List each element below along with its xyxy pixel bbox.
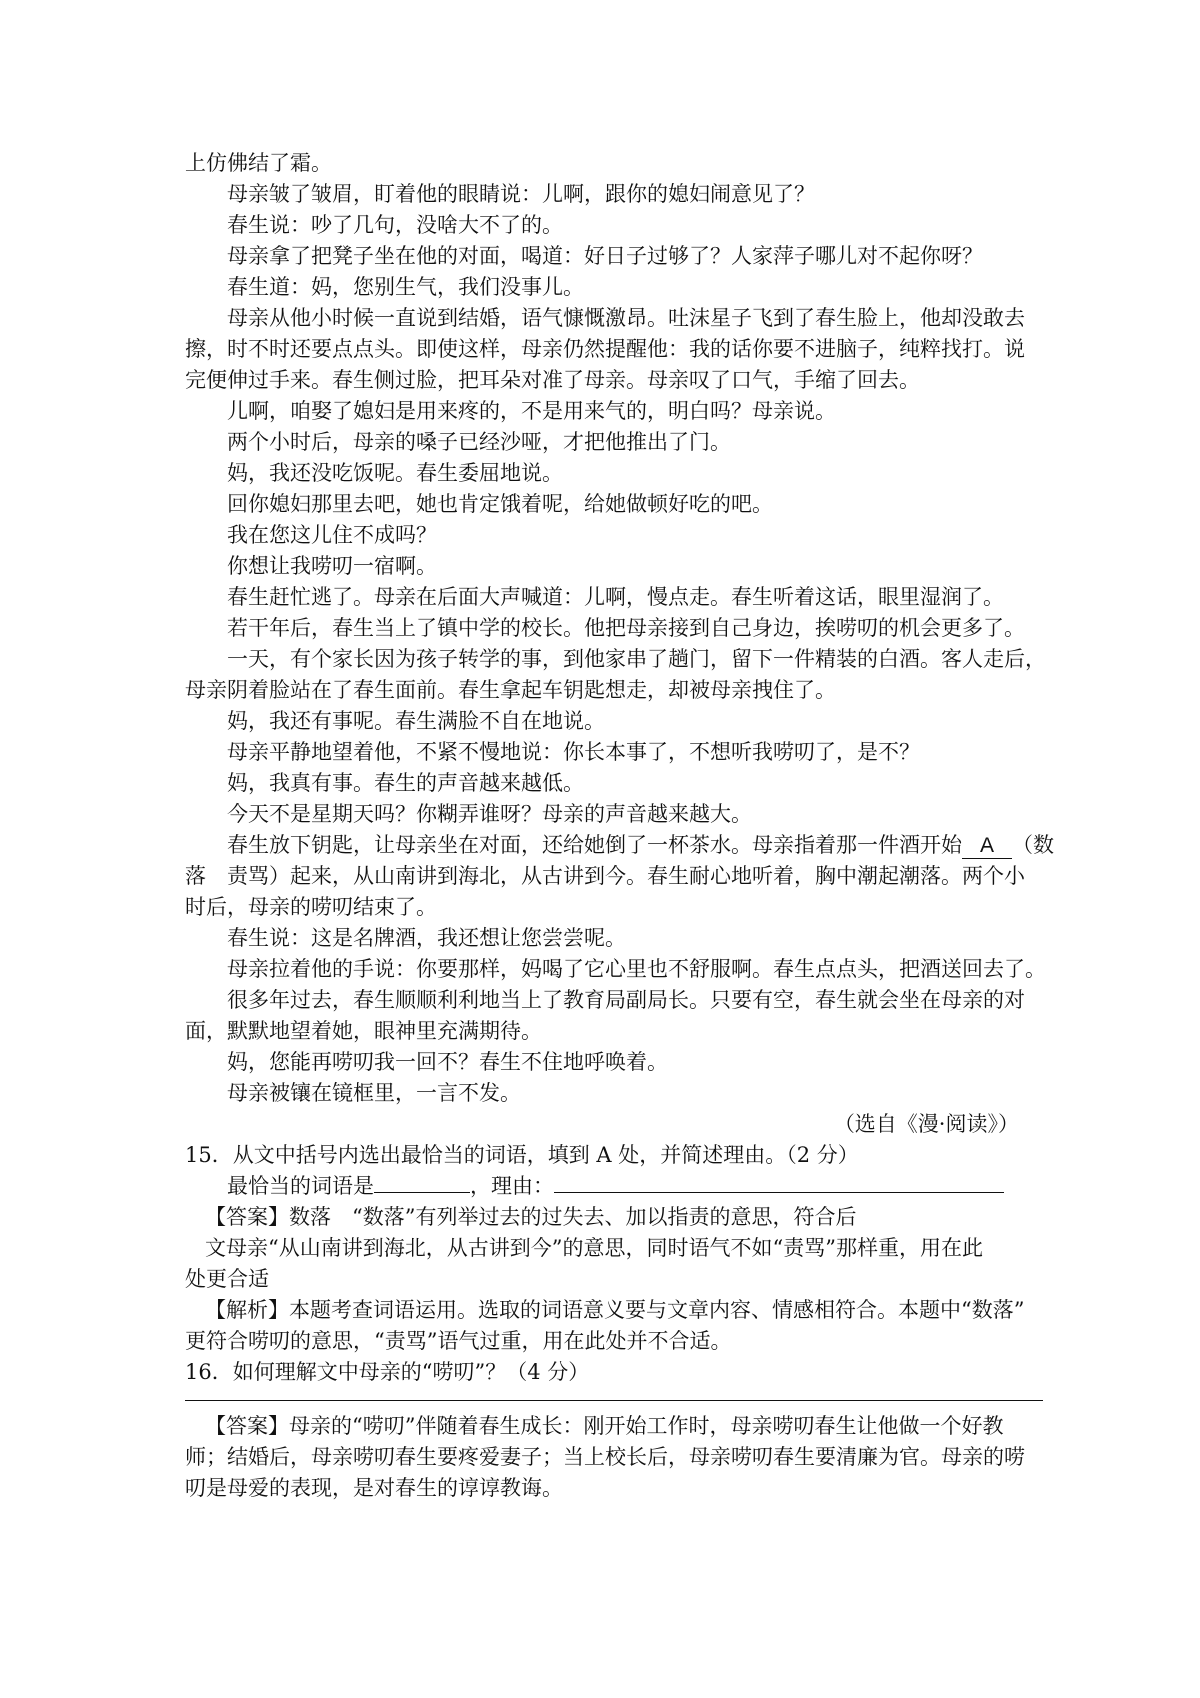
answer-16-line: 叨是母爱的表现，是对春生的谆谆教诲。 <box>185 1476 563 1500</box>
story-line: 今天不是星期天吗？你糊弄谁呀？母亲的声音越来越大。 <box>227 802 752 826</box>
analysis-15-line: 更符合唠叨的意思，“责骂”语气过重，用在此处并不合适。 <box>185 1329 732 1353</box>
story-line: 两个小时后，母亲的嗓子已经沙哑，才把他推出了门。 <box>227 430 731 454</box>
story-line: 若干年后，春生当上了镇中学的校长。他把母亲接到自己身边，挨唠叨的机会更多了。 <box>227 616 1025 640</box>
question-15: 15．从文中括号内选出最恰当的词语，填到 A 处，并简述理由。（2 分） <box>185 1143 859 1167</box>
answer-16-line: 师；结婚后，母亲唠叨春生要疼爱妻子；当上校长后，母亲唠叨春生要清廉为官。母亲的唠 <box>185 1445 1025 1469</box>
prompt-word-label: 最恰当的词语是 <box>227 1174 374 1198</box>
story-line-with-blank <box>185 830 1054 861</box>
document-page <box>185 148 1054 1504</box>
answer-15-line: 文母亲“从山南讲到海北，从古讲到今”的意思，同时语气不如“责骂”那样重，用在此 <box>205 1236 983 1260</box>
analysis-15-line: 【解析】本题考查词语运用。选取的词语意义要与文章内容、情感相符合。本题中“数落” <box>205 1298 1025 1322</box>
answer-16-line: 【答案】母亲的“唠叨”伴随着春生成长：刚开始工作时，母亲唠叨春生让他做一个好教 <box>205 1414 1004 1438</box>
question-15-fill <box>185 1171 1043 1202</box>
answer-15-line: 处更合适 <box>185 1267 269 1291</box>
story-line: 一天，有个家长因为孩子转学的事，到他家串了趟门，留下一件精装的白酒。客人走后， <box>227 647 1046 671</box>
story-line: 母亲拉着他的手说：你要那样，妈喝了它心里也不舒服啊。春生点点头，把酒送回去了。 <box>227 957 1046 981</box>
story-line: 面，默默地望着她，眼神里充满期待。 <box>185 1019 542 1043</box>
answer-15-line: 【答案】数落 “数落”有列举过去的过失去、加以指责的意思，符合后 <box>205 1205 857 1229</box>
question-16: 16．如何理解文中母亲的“唠叨”？（4 分） <box>185 1360 590 1384</box>
blank-line-before: 春生放下钥匙，让母亲坐在对面，还给她倒了一杯茶水。母亲指着那一件酒开始 <box>227 833 962 857</box>
story-line: 母亲被镶在镜框里，一言不发。 <box>227 1081 521 1105</box>
story-line: 春生道：妈，您别生气，我们没事儿。 <box>227 275 584 299</box>
reason-blank-field[interactable] <box>554 1172 1004 1193</box>
story-line: 妈，我还有事呢。春生满脸不自在地说。 <box>227 709 605 733</box>
source-citation: （选自《漫·阅读》） <box>833 1112 1019 1136</box>
story-line: 母亲从他小时候一直说到结婚，语气慷慨激昂。吐沫星子飞到了春生脸上，他却没敢去 <box>227 306 1025 330</box>
story-line: 母亲拿了把凳子坐在他的对面，喝道：好日子过够了？人家萍子哪儿对不起你呀？ <box>227 244 983 268</box>
story-line: 妈，我真有事。春生的声音越来越低。 <box>227 771 584 795</box>
story-line: 上仿佛结了霜。 <box>185 151 332 175</box>
prompt-reason-label: ，理由： <box>470 1174 554 1198</box>
word-blank-field[interactable] <box>374 1172 470 1193</box>
story-line: 落 责骂）起来，从山南讲到海北，从古讲到今。春生耐心地听着，胸中潮起潮落。两个小 <box>185 864 1025 888</box>
story-line: 回你媳妇那里去吧，她也肯定饿着呢，给她做顿好吃的吧。 <box>227 492 773 516</box>
story-line: 春生说：这是名牌酒，我还想让您尝尝呢。 <box>227 926 626 950</box>
story-line: 你想让我唠叨一宿啊。 <box>227 554 437 578</box>
story-line: 妈，您能再唠叨我一回不？春生不住地呼唤着。 <box>227 1050 668 1074</box>
story-line: 擦，时不时还要点点头。即使这样，母亲仍然提醒他：我的话你要不进脑子，纯粹找打。说 <box>185 337 1025 361</box>
story-line: 我在您这儿住不成吗？ <box>227 523 437 547</box>
story-line: 母亲皱了皱眉，盯着他的眼睛说：儿啊，跟你的媳妇闹意见了？ <box>227 182 815 206</box>
story-line: 春生说：吵了几句，没啥大不了的。 <box>227 213 563 237</box>
story-line: 很多年过去，春生顺顺利利地当上了教育局副局长。只要有空，春生就会坐在母亲的对 <box>227 988 1025 1012</box>
blank-a: A <box>962 834 1012 859</box>
story-line: 母亲阴着脸站在了春生面前。春生拿起车钥匙想走，却被母亲拽住了。 <box>185 678 836 702</box>
story-line: 妈，我还没吃饭呢。春生委屈地说。 <box>227 461 563 485</box>
blank-line-after: （数 <box>1012 833 1054 857</box>
story-line: 春生赶忙逃了。母亲在后面大声喊道：儿啊，慢点走。春生听着这话，眼里湿润了。 <box>227 585 1004 609</box>
answer-16-blank-line[interactable] <box>185 1400 1043 1401</box>
story-line: 时后，母亲的唠叨结束了。 <box>185 895 437 919</box>
story-line: 儿啊，咱娶了媳妇是用来疼的，不是用来气的，明白吗？母亲说。 <box>227 399 836 423</box>
story-line: 母亲平静地望着他，不紧不慢地说：你长本事了，不想听我唠叨了，是不？ <box>227 740 920 764</box>
story-line: 完便伸过手来。春生侧过脸，把耳朵对准了母亲。母亲叹了口气，手缩了回去。 <box>185 368 920 392</box>
